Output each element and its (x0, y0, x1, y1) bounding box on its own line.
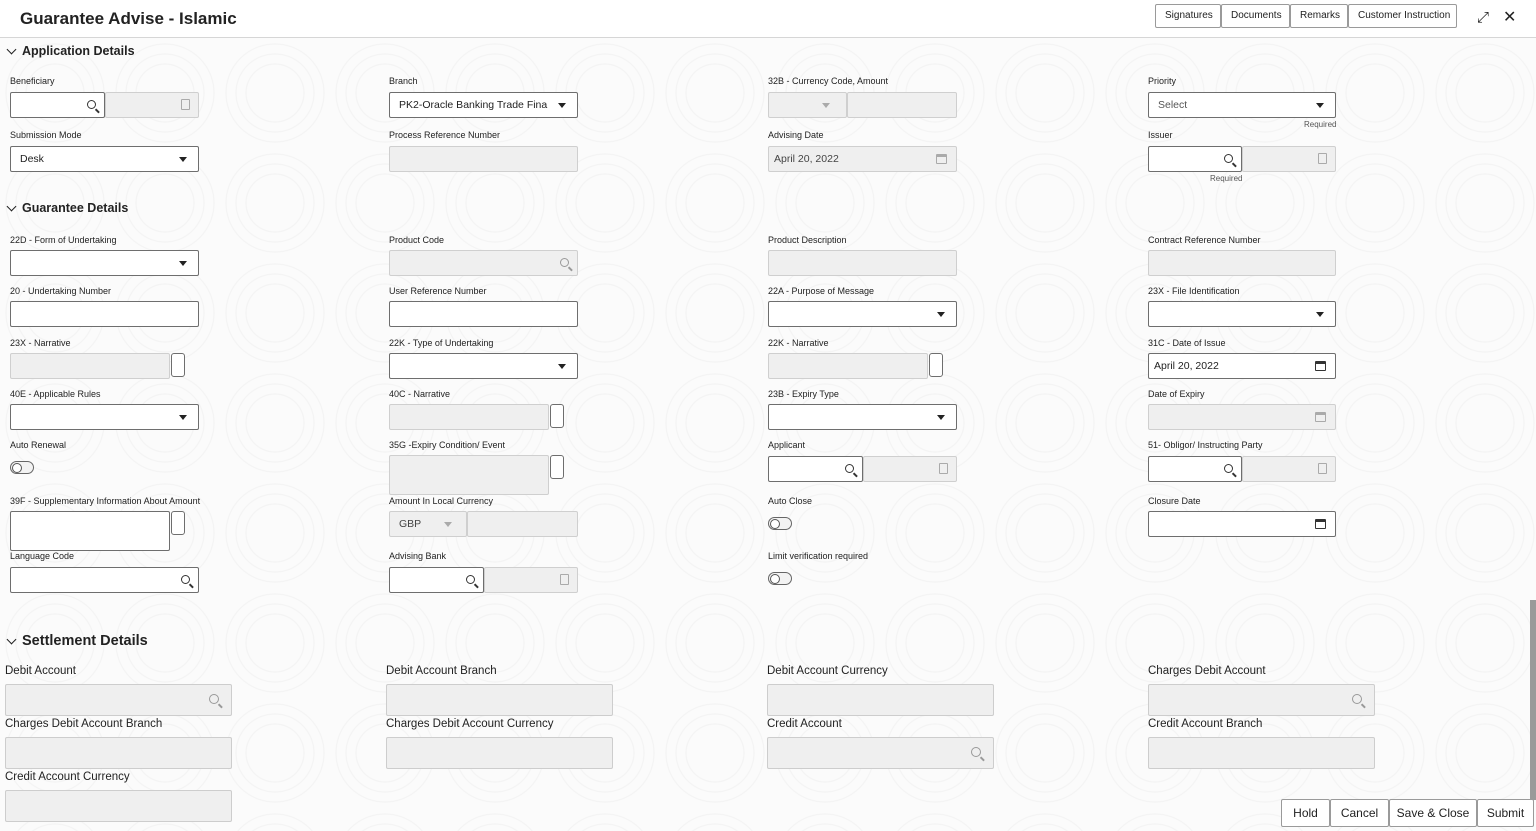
search-icon (560, 258, 569, 267)
language-code-label: Language Code (10, 551, 75, 561)
maximize-icon[interactable]: ⤢ (1477, 9, 1490, 26)
expiry-type-label: 23B - Expiry Type (768, 389, 839, 399)
issuer-label: Issuer (1148, 130, 1173, 140)
process-reference-label: Process Reference Number (389, 130, 501, 140)
debit-account-label: Debit Account (5, 665, 76, 677)
chevron-down-icon (7, 201, 17, 211)
obligor-input[interactable] (1148, 456, 1242, 482)
search-icon[interactable] (87, 100, 96, 109)
auto-close-label: Auto Close (768, 496, 813, 506)
applicable-rules-label: 40E - Applicable Rules (10, 389, 101, 399)
narrative-40c-label: 40C - Narrative (389, 389, 451, 399)
caret-down-icon (179, 261, 187, 266)
currency-code-select (768, 92, 847, 118)
search-icon[interactable] (1224, 464, 1233, 473)
issuer-name-field (1242, 146, 1336, 172)
user-reference-label: User Reference Number (389, 286, 487, 296)
charges-debit-account-label: Charges Debit Account (1148, 665, 1266, 677)
narrative-23x-field (10, 353, 170, 379)
document-icon (560, 574, 569, 585)
priority-label: Priority (1148, 76, 1177, 86)
date-of-issue-label: 31C - Date of Issue (1148, 338, 1226, 348)
file-identification-label: 23X - File Identification (1148, 286, 1240, 296)
charges-debit-branch-field (5, 737, 232, 769)
purpose-of-message-label: 22A - Purpose of Message (768, 286, 875, 296)
advising-date-value: April 20, 2022 (774, 153, 839, 165)
currency-amount-label: 32B - Currency Code, Amount (768, 76, 889, 86)
beneficiary-name-field (105, 92, 199, 118)
undertaking-number-input[interactable] (10, 301, 199, 327)
caret-down-icon (822, 103, 830, 108)
hold-button[interactable]: Hold (1281, 799, 1330, 827)
search-icon[interactable] (466, 575, 475, 584)
form-of-undertaking-label: 22D - Form of Undertaking (10, 235, 117, 245)
form-of-undertaking-select[interactable] (10, 250, 199, 276)
limit-verification-label: Limit verification required (768, 551, 869, 561)
caret-down-icon (1316, 103, 1324, 108)
expiry-type-select[interactable] (768, 404, 957, 430)
debit-account-currency-field (767, 684, 994, 716)
local-amount-field (467, 511, 578, 537)
search-icon[interactable] (181, 575, 190, 584)
contract-reference-label: Contract Reference Number (1148, 235, 1261, 245)
date-of-issue-value: April 20, 2022 (1154, 360, 1219, 372)
vertical-scrollbar[interactable] (1530, 600, 1536, 800)
cancel-button[interactable]: Cancel (1330, 799, 1389, 827)
credit-account-currency-field (5, 790, 232, 822)
narrative-40c-expand-button[interactable] (550, 404, 564, 428)
advising-date-field (768, 146, 957, 172)
language-code-input[interactable] (10, 567, 199, 593)
search-icon (209, 694, 219, 704)
issuer-input[interactable] (1148, 146, 1242, 172)
priority-select[interactable] (1148, 92, 1336, 118)
narrative-22k-label: 22K - Narrative (768, 338, 829, 348)
calendar-icon[interactable] (1315, 519, 1326, 529)
expiry-condition-field (389, 455, 549, 495)
supplementary-info-expand-button[interactable] (171, 511, 185, 535)
calendar-icon[interactable] (1315, 361, 1326, 371)
branch-select[interactable] (389, 92, 578, 118)
process-reference-field (389, 146, 578, 172)
narrative-22k-expand-button[interactable] (929, 353, 943, 377)
expiry-condition-label: 35G -Expiry Condition/ Event (389, 440, 506, 450)
limit-verification-toggle[interactable] (768, 572, 792, 585)
search-icon (1352, 694, 1362, 704)
caret-down-icon (558, 103, 566, 108)
narrative-23x-label: 23X - Narrative (10, 338, 71, 348)
charges-debit-currency-label: Charges Debit Account Currency (386, 718, 554, 730)
narrative-40c-field (389, 404, 549, 430)
file-identification-select[interactable] (1148, 301, 1336, 327)
closure-date-input[interactable] (1148, 511, 1336, 537)
closure-date-label: Closure Date (1148, 496, 1201, 506)
caret-down-icon (444, 522, 452, 527)
narrative-22k-field (768, 353, 928, 379)
applicant-name-field (863, 456, 957, 482)
caret-down-icon (937, 415, 945, 420)
local-currency-select (389, 511, 467, 537)
section-title: Application Details (22, 44, 135, 58)
submission-mode-label: Submission Mode (10, 130, 82, 140)
section-title: Guarantee Details (22, 201, 129, 215)
debit-account-branch-field (386, 684, 613, 716)
contract-reference-field (1148, 250, 1336, 276)
purpose-of-message-select[interactable] (768, 301, 957, 327)
date-of-expiry-field (1148, 404, 1336, 430)
branch-label: Branch (389, 76, 418, 86)
calendar-icon (936, 154, 947, 164)
product-code-label: Product Code (389, 235, 445, 245)
credit-account-currency-label: Credit Account Currency (5, 771, 130, 783)
beneficiary-input[interactable] (10, 92, 105, 118)
advising-date-label: Advising Date (768, 130, 824, 140)
caret-down-icon (937, 312, 945, 317)
applicant-label: Applicant (768, 440, 806, 450)
supplementary-info-textarea[interactable] (10, 511, 170, 551)
auto-renewal-toggle[interactable] (10, 461, 34, 474)
local-currency-label: Amount In Local Currency (389, 496, 494, 506)
credit-account-field (767, 737, 994, 769)
section-title: Settlement Details (22, 633, 148, 649)
product-code-field (389, 250, 578, 276)
document-icon (939, 463, 948, 474)
advising-bank-name-field (484, 567, 578, 593)
local-currency-value: GBP (399, 518, 422, 530)
debit-account-field (5, 684, 232, 716)
advising-bank-label: Advising Bank (389, 551, 447, 561)
required-hint: Required (1304, 120, 1337, 129)
type-of-undertaking-label: 22K - Type of Undertaking (389, 338, 494, 348)
applicable-rules-select[interactable] (10, 404, 199, 430)
undertaking-number-label: 20 - Undertaking Number (10, 286, 112, 296)
date-of-expiry-label: Date of Expiry (1148, 389, 1205, 399)
supplementary-info-label: 39F - Supplementary Information About Amount (10, 496, 201, 506)
user-reference-input[interactable] (389, 301, 578, 327)
debit-account-branch-label: Debit Account Branch (386, 665, 497, 677)
submission-mode-select[interactable] (10, 146, 199, 172)
product-description-field (768, 250, 957, 276)
search-icon (971, 747, 981, 757)
charges-debit-branch-label: Charges Debit Account Branch (5, 718, 163, 730)
document-icon (1318, 153, 1327, 164)
auto-renewal-label: Auto Renewal (10, 440, 67, 450)
beneficiary-label: Beneficiary (10, 76, 55, 86)
signatures-button[interactable]: Signatures (1155, 4, 1221, 28)
remarks-button[interactable]: Remarks (1290, 4, 1348, 28)
debit-account-currency-label: Debit Account Currency (767, 665, 888, 677)
charges-debit-currency-field (386, 737, 613, 769)
obligor-name-field (1242, 456, 1336, 482)
type-of-undertaking-select[interactable] (389, 353, 578, 379)
calendar-icon (1315, 412, 1326, 422)
applicant-input[interactable] (768, 456, 863, 482)
customer-instruction-button[interactable]: Customer Instruction (1348, 4, 1457, 28)
window-header (0, 0, 1536, 38)
submission-mode-value: Desk (20, 153, 44, 165)
advising-bank-input[interactable] (389, 567, 484, 593)
auto-close-toggle[interactable] (768, 517, 792, 530)
close-icon[interactable]: ✕ (1503, 9, 1517, 26)
amount-field (847, 92, 957, 118)
priority-value: Select (1158, 99, 1188, 111)
section-settlement-details[interactable] (8, 633, 148, 649)
caret-down-icon (179, 157, 187, 162)
chevron-down-icon (7, 44, 17, 54)
charges-debit-account-field (1148, 684, 1375, 716)
search-icon[interactable] (845, 464, 854, 473)
section-guarantee-details[interactable] (8, 201, 128, 215)
credit-account-branch-label: Credit Account Branch (1148, 718, 1263, 730)
product-description-label: Product Description (768, 235, 847, 245)
branch-value: PK2-Oracle Banking Trade Fina (399, 99, 548, 111)
page-title: Guarantee Advise - Islamic (20, 9, 237, 28)
obligor-label: 51- Obligor/ Instructing Party (1148, 440, 1263, 450)
credit-account-branch-field (1148, 737, 1375, 769)
documents-button[interactable]: Documents (1221, 4, 1290, 28)
caret-down-icon (1316, 312, 1324, 317)
submit-button[interactable]: Submit (1477, 799, 1534, 827)
document-icon (181, 99, 190, 110)
search-icon[interactable] (1224, 154, 1233, 163)
document-icon (1318, 463, 1327, 474)
date-of-issue-input[interactable] (1148, 353, 1336, 379)
section-application-details[interactable] (8, 44, 135, 58)
narrative-23x-expand-button[interactable] (171, 353, 185, 377)
credit-account-label: Credit Account (767, 718, 842, 730)
caret-down-icon (558, 364, 566, 369)
required-hint: Required (1210, 174, 1243, 183)
expiry-condition-expand-button[interactable] (550, 455, 564, 479)
chevron-down-icon (7, 634, 17, 644)
caret-down-icon (179, 415, 187, 420)
save-close-button[interactable]: Save & Close (1389, 799, 1477, 827)
